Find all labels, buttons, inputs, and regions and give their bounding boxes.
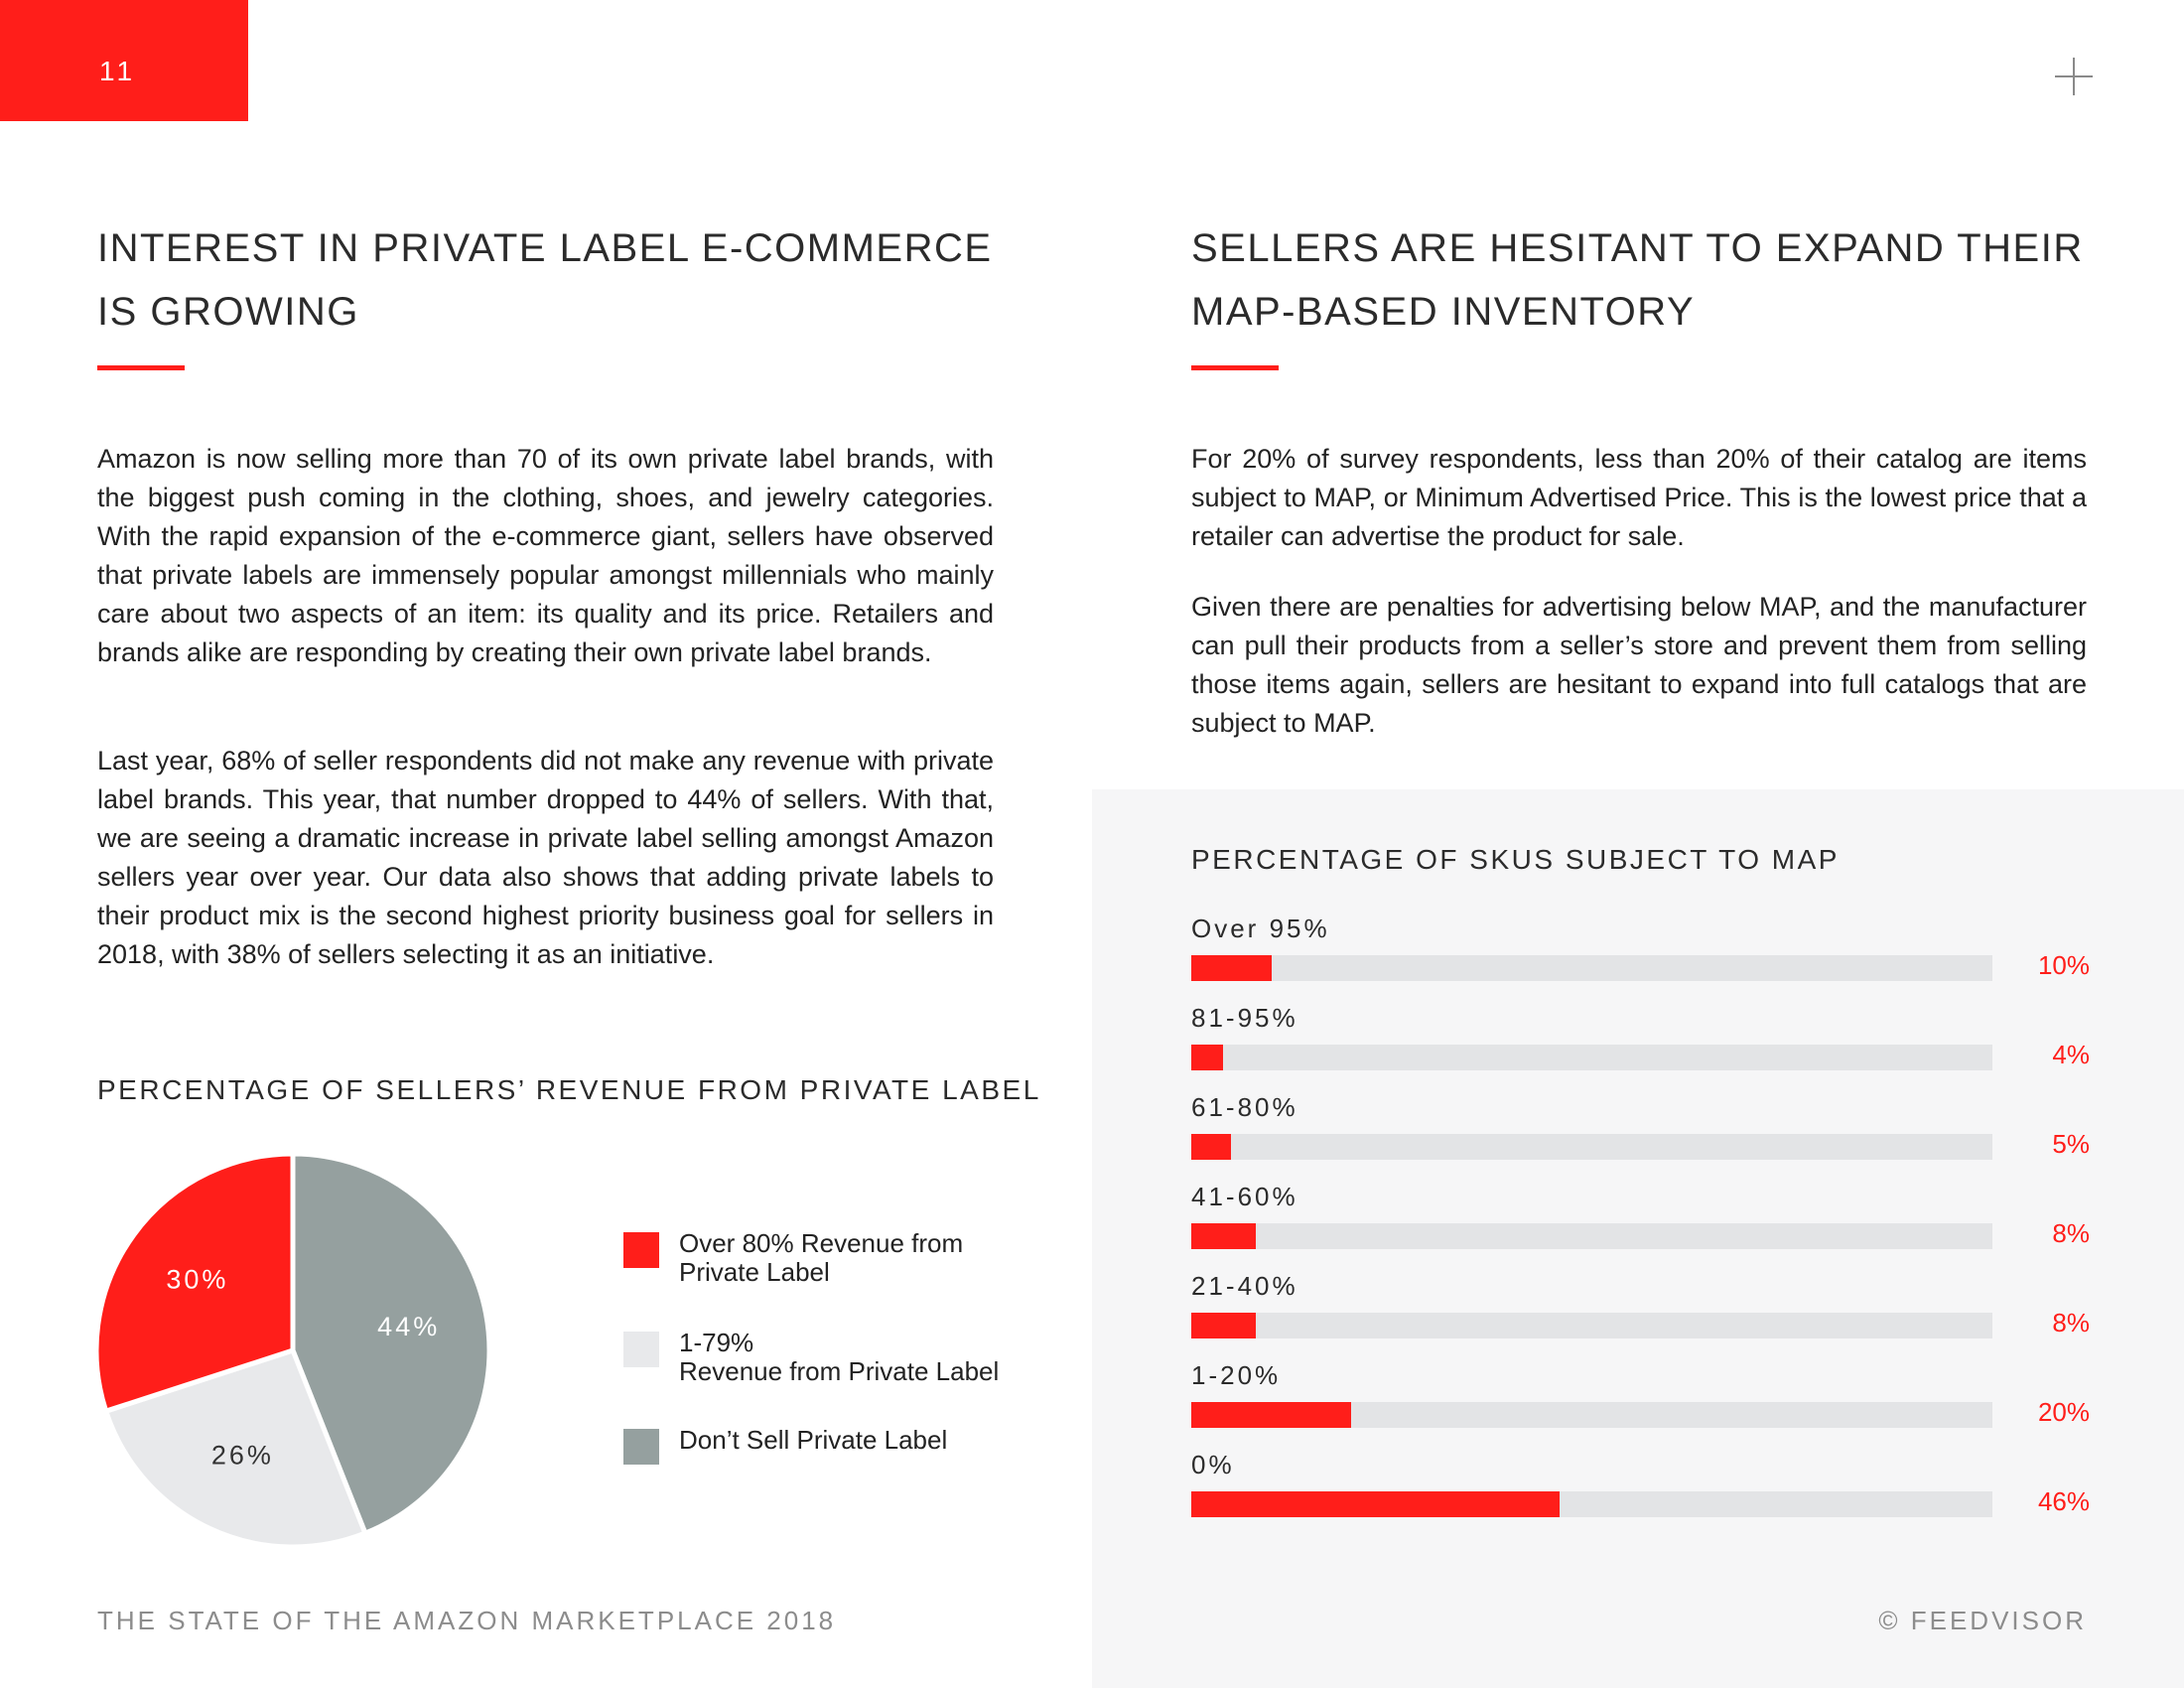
bar-value-label: 8% <box>2052 1308 2090 1337</box>
page-number-tab <box>0 0 248 121</box>
legend-swatch <box>623 1429 659 1465</box>
bar-category-label: 61-80% <box>1191 1092 1298 1122</box>
left-heading-rule <box>97 365 185 370</box>
right-heading <box>1191 216 2084 344</box>
legend-swatch <box>623 1232 659 1268</box>
bar-row <box>1191 914 2090 1003</box>
left-paragraph-2: Last year, 68% of seller respondents did not make any revenue with private label brands. This year, that number dropped to 44% of sellers. With that, we are seeing a dramatic increase in private label selling amongst Amazon sellers year over year. Our data also shows that adding private labels to their product mix is the second highest priority business goal for sellers in 2018, with 38% of sellers selecting it as an initiative. <box>97 746 994 969</box>
bar-row <box>1191 1003 2090 1092</box>
bar-value-label: 46% <box>2037 1486 2090 1516</box>
bar-category-label: 21-40% <box>1191 1271 1298 1301</box>
bar-row <box>1191 1450 2090 1539</box>
bar-fill <box>1191 1045 1223 1070</box>
left-paragraph-1: Amazon is now selling more than 70 of its own private label brands, with the biggest push coming in the clothing, shoes, and jewelry categories. With the rapid expansion of the e-commerce giant, sellers have observed that private labels are immensely popular amongst millennials who mainly care about two aspects of an item: its quality and its price. Retailers and brands alike are responding by creating their own private label brands. <box>97 444 994 667</box>
bar-track <box>1191 1134 1992 1160</box>
bar-category-label: 1-20% <box>1191 1360 1282 1390</box>
legend-label: 1-79% Revenue from Private Label <box>679 1328 1000 1386</box>
left-heading <box>97 216 993 344</box>
footer-copyright: © FEEDVISOR <box>1878 1606 2087 1635</box>
bar-fill <box>1191 1491 1560 1517</box>
bar-value-label: 4% <box>2052 1040 2090 1069</box>
bar-value-label: 8% <box>2052 1218 2090 1248</box>
right-paragraph-1: For 20% of survey respondents, less than 20% of their catalog are items subject to MAP, or Minimum Advertised Price. This is the lowest price that a retailer can advertise the product for sale. <box>1191 444 2087 551</box>
right-heading-line1: SELLERS ARE HESITANT TO EXPAND THEIR <box>1191 226 2084 270</box>
right-heading-line2: MAP-BASED INVENTORY <box>1191 290 1696 334</box>
legend-label: Don’t Sell Private Label <box>679 1425 948 1455</box>
bar-fill <box>1191 1313 1256 1338</box>
footer-publication-title: THE STATE OF THE AMAZON MARKETPLACE 2018 <box>97 1606 837 1635</box>
bar-row <box>1191 1092 2090 1182</box>
bar-category-label: Over 95% <box>1191 914 1330 943</box>
right-paragraph-2: Given there are penalties for advertising below MAP, and the manufacturer can pull their products from a seller’s store and prevent them from selling those items again, sellers are hesitant to expand into full catalogs that are subject to MAP. <box>1191 592 2087 738</box>
bar-track <box>1191 955 1992 981</box>
pie-slice-label: 30% <box>166 1264 229 1295</box>
bar-track <box>1191 1313 1992 1338</box>
bar-row <box>1191 1360 2090 1450</box>
plus-icon[interactable] <box>2055 58 2093 95</box>
bar-row <box>1191 1271 2090 1360</box>
bar-chart-title: PERCENTAGE OF SKUS SUBJECT TO MAP <box>1191 844 1840 875</box>
pie-slice-label: 26% <box>210 1440 274 1471</box>
bar-fill <box>1191 955 1272 981</box>
bar-track <box>1191 1223 1992 1249</box>
pie-chart <box>89 1147 506 1564</box>
bar-track <box>1191 1045 1992 1070</box>
bar-value-label: 10% <box>2037 950 2090 980</box>
bar-value-label: 20% <box>2037 1397 2090 1427</box>
left-heading-line2: IS GROWING <box>97 290 359 334</box>
bar-value-label: 5% <box>2052 1129 2090 1159</box>
bar-track <box>1191 1402 1992 1428</box>
left-heading-line1: INTEREST IN PRIVATE LABEL E-COMMERCE <box>97 226 993 270</box>
bar-row <box>1191 1182 2090 1271</box>
bar-fill <box>1191 1134 1231 1160</box>
pie-slice-label: 44% <box>377 1311 441 1341</box>
bar-fill <box>1191 1223 1256 1249</box>
bar-category-label: 0% <box>1191 1450 1235 1479</box>
legend-swatch <box>623 1332 659 1367</box>
bar-category-label: 41-60% <box>1191 1182 1298 1211</box>
bar-track <box>1191 1491 1992 1517</box>
right-heading-rule <box>1191 365 1279 370</box>
page-number: 11 <box>99 56 137 86</box>
pie-chart-title: PERCENTAGE OF SELLERS’ REVENUE FROM PRIVATE LABEL <box>97 1074 1041 1105</box>
bar-fill <box>1191 1402 1351 1428</box>
legend-label: Over 80% Revenue from Private Label <box>679 1228 964 1287</box>
bar-category-label: 81-95% <box>1191 1003 1298 1033</box>
